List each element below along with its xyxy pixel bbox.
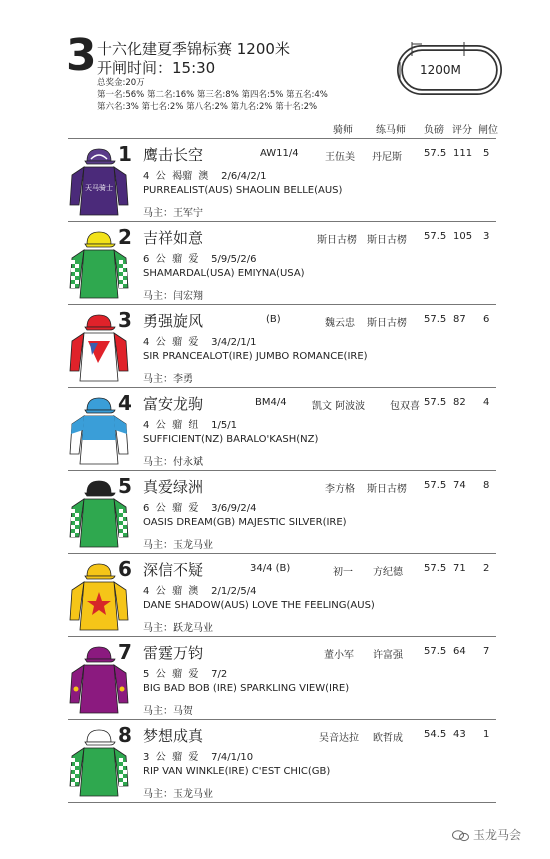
- rating: 82: [453, 397, 466, 408]
- jockey-name: 初一: [333, 567, 353, 578]
- carried-weight: 57.5: [424, 646, 447, 657]
- header-trainer: 练马师: [376, 125, 406, 136]
- carried-weight: 57.5: [424, 314, 447, 325]
- carried-weight: 57.5: [424, 148, 447, 159]
- watermark-text: 玉龙马会: [473, 828, 522, 842]
- prize-split-2: 第六名:3% 第七名:2% 第八名:2% 第九名:2% 第十名:2%: [97, 102, 318, 112]
- horse-details: 4 公 骝 纽 1/5/1: [143, 420, 237, 431]
- trainer-name: 斯日古楞: [367, 235, 407, 246]
- horse-name: 勇强旋风: [143, 312, 204, 330]
- horse-details: 4 公 骝 澳 2/1/2/5/4: [143, 586, 257, 597]
- jockey-name: 王伍美: [325, 152, 355, 163]
- gate-draw: 6: [483, 314, 490, 325]
- rating: 71: [453, 563, 466, 574]
- horse-details: 3 公 骝 爱 7/4/1/10: [143, 752, 254, 763]
- gate-draw: 7: [483, 646, 490, 657]
- rating-info: (B): [266, 314, 281, 325]
- gate-draw: 4: [483, 397, 490, 408]
- silks-text: 天马骑士: [85, 184, 113, 192]
- rating-info: AW11/4: [260, 148, 299, 159]
- gate-draw: 5: [483, 148, 490, 159]
- pedigree: DANE SHADOW(AUS) LOVE THE FEELING(AUS): [143, 600, 375, 611]
- owner: 马主：李勇: [143, 374, 193, 385]
- horse-details: 6 公 骝 爱 5/9/5/2/6: [143, 254, 257, 265]
- gate-draw: 1: [483, 729, 490, 740]
- horse-name: 真爱绿洲: [143, 478, 204, 496]
- runner-row: [0, 471, 550, 554]
- trainer-name: 包双喜: [390, 401, 420, 412]
- trainer-name: 方纪德: [373, 567, 403, 578]
- jockey-name: 凯文 阿波波: [312, 401, 366, 412]
- pedigree: PURREALIST(AUS) SHAOLIN BELLE(AUS): [143, 185, 343, 196]
- jockey-name: 李方格: [325, 484, 355, 495]
- rating: 64: [453, 646, 466, 657]
- jockey-name: 斯日古楞: [317, 235, 357, 246]
- runner-number: 5: [118, 474, 132, 498]
- owner: 马主：玉龙马业: [143, 789, 213, 800]
- runner-row: [0, 637, 550, 720]
- runner-number: 6: [118, 557, 132, 581]
- rating: 87: [453, 314, 466, 325]
- runner-number: 2: [118, 225, 132, 249]
- race-title: 十六化建夏季锦标赛 1200米: [97, 40, 290, 58]
- race-number: 3: [66, 30, 97, 81]
- runner-number: 1: [118, 142, 132, 166]
- carried-weight: 57.5: [424, 480, 447, 491]
- horse-name: 鹰击长空: [143, 146, 204, 164]
- prize-total: 总奖金:20万: [97, 78, 145, 88]
- jockey-name: 魏云忠: [325, 318, 355, 329]
- prize-split-1: 第一名:56% 第二名:16% 第三名:8% 第四名:5% 第五名:4%: [97, 90, 328, 100]
- prize-info: [97, 77, 328, 113]
- gate-draw: 8: [483, 480, 490, 491]
- owner: 马主：马贺: [143, 706, 193, 717]
- runner-row: [0, 222, 550, 305]
- rating: 105: [453, 231, 473, 242]
- trainer-name: 许富强: [373, 650, 403, 661]
- gate-draw: 3: [483, 231, 490, 242]
- runner-number: 4: [118, 391, 132, 415]
- gate-draw: 2: [483, 563, 490, 574]
- horse-details: 5 公 骝 爱 7/2: [143, 669, 228, 680]
- race-start-time: 开闸时间：15:30: [97, 59, 216, 77]
- horse-name: 吉祥如意: [143, 229, 204, 247]
- pedigree: SIR PRANCEALOT(IRE) JUMBO ROMANCE(IRE): [143, 351, 368, 362]
- horse-details: 4 公 骝 爱 3/4/2/1/1: [143, 337, 257, 348]
- track-distance-label: 1200M: [420, 63, 461, 77]
- wechat-icon: [452, 830, 470, 842]
- pedigree: SUFFICIENT(NZ) BARALO'KASH(NZ): [143, 434, 319, 445]
- carried-weight: 57.5: [424, 563, 447, 574]
- rating-info: BM4/4: [255, 397, 287, 408]
- carried-weight: 57.5: [424, 397, 447, 408]
- rating: 111: [453, 148, 473, 159]
- runner-number: 8: [118, 723, 132, 747]
- horse-name: 深信不疑: [143, 561, 204, 579]
- trainer-name: 欧哲成: [373, 733, 403, 744]
- watermark: [452, 826, 521, 843]
- runner-row: [0, 720, 550, 803]
- trainer-name: 丹尼斯: [372, 152, 402, 163]
- runner-row: [0, 305, 550, 388]
- owner: 马主：王军宁: [143, 208, 203, 219]
- runner-row: [0, 554, 550, 637]
- horse-name: 梦想成真: [143, 727, 204, 745]
- carried-weight: 57.5: [424, 231, 447, 242]
- rating: 43: [453, 729, 466, 740]
- owner: 马主：玉龙马业: [143, 540, 213, 551]
- rating: 74: [453, 480, 466, 491]
- owner: 马主：闫宏翔: [143, 291, 203, 302]
- horse-details: 6 公 骝 爱 3/6/9/2/4: [143, 503, 257, 514]
- horse-details: 4 公 褐骝 澳 2/6/4/2/1: [143, 171, 267, 182]
- owner: 马主：跃龙马业: [143, 623, 213, 634]
- row-divider: [68, 802, 496, 803]
- trainer-name: 斯日古楞: [367, 484, 407, 495]
- jockey-name: 吴音达拉: [319, 733, 359, 744]
- runner-number: 3: [118, 308, 132, 332]
- pedigree: SHAMARDAL(USA) EMIYNA(USA): [143, 268, 305, 279]
- rating-info: 34/4 (B): [250, 563, 291, 574]
- runner-row: [0, 139, 550, 222]
- horse-name: 富安龙驹: [143, 395, 204, 413]
- pedigree: BIG BAD BOB (IRE) SPARKLING VIEW(IRE): [143, 683, 350, 694]
- header-gate: 闸位: [478, 125, 498, 136]
- owner: 马主：付永斌: [143, 457, 203, 468]
- pedigree: OASIS DREAM(GB) MAJESTIC SILVER(IRE): [143, 517, 347, 528]
- horse-name: 雷霆万钧: [143, 644, 204, 662]
- pedigree: RIP VAN WINKLE(IRE) C'EST CHIC(GB): [143, 766, 331, 777]
- runner-number: 7: [118, 640, 132, 664]
- carried-weight: 54.5: [424, 729, 447, 740]
- header-jockey: 骑师: [333, 125, 353, 136]
- header-rating: 评分: [452, 125, 472, 136]
- header-weight: 负磅: [424, 125, 444, 136]
- jockey-name: 董小军: [324, 650, 354, 661]
- runner-row: [0, 388, 550, 471]
- trainer-name: 斯日古楞: [367, 318, 407, 329]
